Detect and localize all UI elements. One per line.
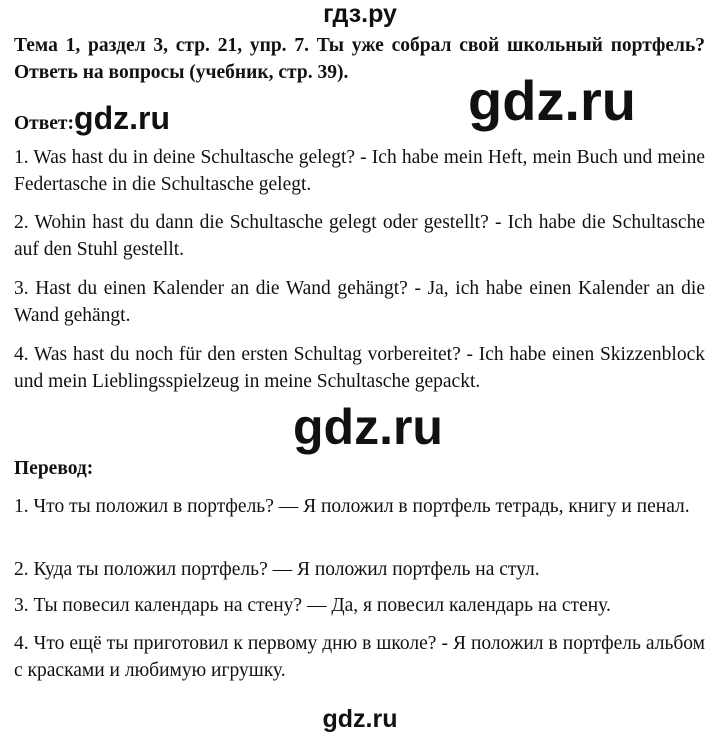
answer-label: Ответ: [14, 113, 75, 134]
translation-item: 2. Куда ты положил портфель? — Я положил портфель на стул. [14, 559, 540, 580]
translation-heading: Перевод: [14, 458, 94, 479]
answer-item: 3. Hast du einen Kalender an die Wand gehängt? - Ja, ich habe einen Kalender an die Wand gehängt. [14, 278, 705, 326]
watermark-middle: gdz.ru [293, 399, 443, 455]
translation-item: 3. Ты повесил календарь на стену? — Да, я повесил календарь на стену. [14, 595, 611, 616]
watermark-inline: gdz.ru [74, 100, 170, 136]
answer-item: 1. Was hast du in deine Schultasche gelegt? - Ich habe mein Heft, mein Buch und meine Federtasche in die Schultasche gelegt. [14, 147, 705, 195]
translation-item: 4. Что ещё ты приготовил к первому дню в школе? - Я положил в портфель альбом с красками и любимую игрушку. [14, 633, 705, 681]
header-watermark: гдз.ру [323, 0, 397, 28]
footer-watermark: gdz.ru [322, 705, 398, 733]
task-title: Тема 1, раздел 3, стр. 21, упр. 7. Ты уже собрал свой школьный портфель? Ответь на вопросы (учебник, стр. 39). [14, 35, 705, 83]
answer-heading [14, 100, 170, 137]
translation-item: 1. Что ты положил в портфель? — Я положил в портфель тетрадь, книгу и пенал. [14, 496, 690, 517]
answer-item: 2. Wohin hast du dann die Schultasche gelegt oder gestellt? - Ich habe die Schultasche auf den Stuhl gestellt. [14, 212, 705, 260]
watermark-large: gdz.ru [468, 69, 636, 132]
answer-item: 4. Was hast du noch für den ersten Schultag vorbereitet? - Ich habe einen Skizzenblock und mein Lieblingsspielzeug in meine Schultasche gepackt. [14, 344, 705, 392]
